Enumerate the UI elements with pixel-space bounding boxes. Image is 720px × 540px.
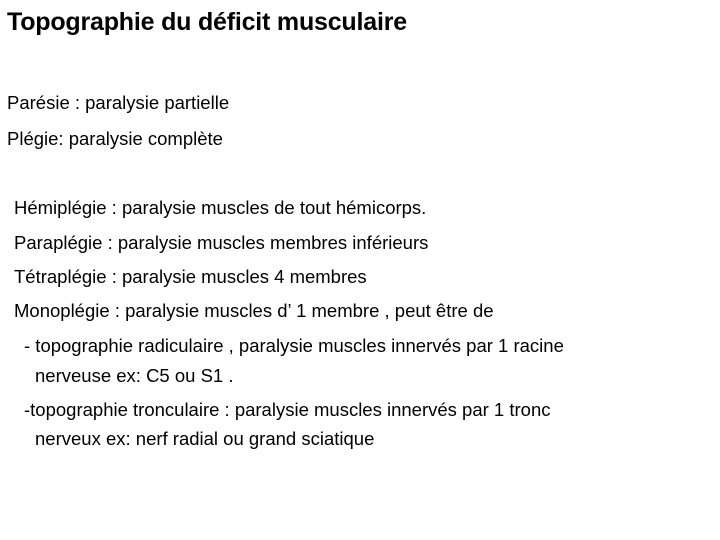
definition-plegie: Plégie: paralysie complète [7,128,223,149]
type-tetraplegie: Tétraplégie : paralysie muscles 4 membres [14,266,367,287]
type-hemiplegie: Hémiplégie : paralysie muscles de tout hémicorps. [14,197,427,218]
type-monoplegie: Monoplégie : paralysie muscles d’ 1 membre , peut être de [14,300,494,321]
definition-paresie: Parésie : paralysie partielle [7,92,230,113]
slide-title: Topographie du déficit musculaire [7,8,407,36]
subtype-radiculaire-line2: nerveuse ex: C5 ou S1 . [35,365,234,386]
subtype-tronculaire-line2: nerveux ex: nerf radial ou grand sciatique [35,428,375,449]
subtype-tronculaire-line1: -topographie tronculaire : paralysie muscles innervés par 1 tronc [24,399,551,420]
subtype-radiculaire-line1: - topographie radiculaire , paralysie muscles innervés par 1 racine [24,335,564,356]
type-paraplegie: Paraplégie : paralysie muscles membres inférieurs [14,232,429,253]
